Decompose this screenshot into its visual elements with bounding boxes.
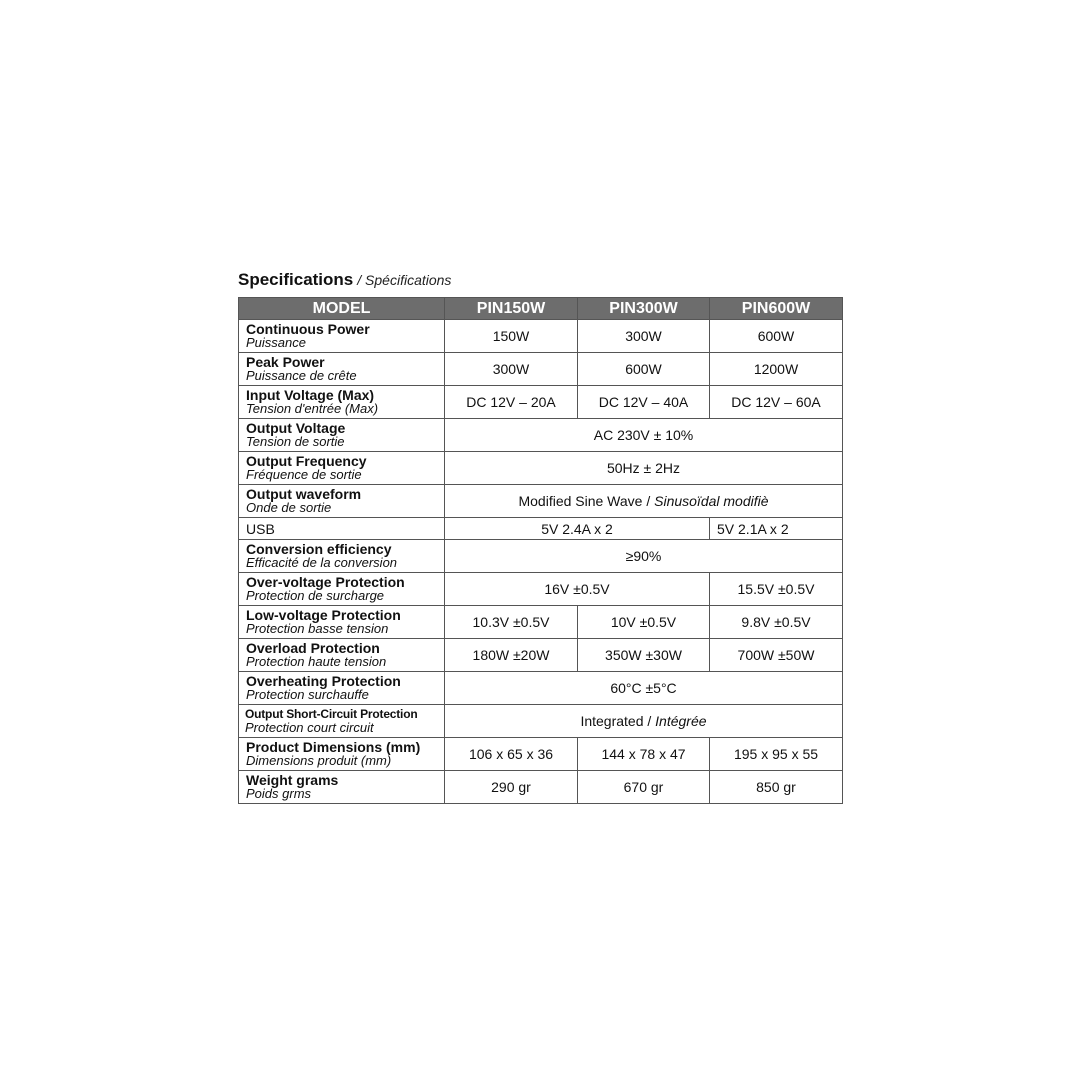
label-french: Efficacité de la conversion [246,555,398,570]
table-row [239,672,843,705]
table-row [239,419,843,452]
label-english: Over-voltage Protection [246,574,405,590]
label-english: Product Dimensions (mm) [246,739,421,755]
cell-text-french: Intégrée [655,713,707,729]
row-label [239,452,445,485]
row-label [239,639,445,672]
label-english: Output Short-Circuit Protection [245,707,418,721]
table-cell-merged [445,705,843,738]
row-label [239,540,445,573]
label-french: Protection court circuit [245,720,374,735]
row-label [239,672,445,705]
header-pin600w: PIN600W [710,298,843,320]
table-cell: DC 12V – 20A [445,386,578,419]
row-label [239,771,445,804]
label-french: Dimensions produit (mm) [246,753,392,768]
label-english: Input Voltage (Max) [246,387,375,403]
table-row [239,386,843,419]
table-cell-merged: 16V ±0.5V [445,573,710,606]
label-english: Overload Protection [246,640,380,656]
table-cell: 300W [578,320,710,353]
label-english: Output waveform [246,486,362,502]
table-row [239,573,843,606]
label-french: Protection surchauffe [246,687,369,702]
label-french: Puissance de crête [246,368,357,383]
label-english: USB [246,520,275,537]
table-row [239,738,843,771]
header-pin150w: PIN150W [445,298,578,320]
table-cell: 195 x 95 x 55 [710,738,843,771]
label-french: Tension de sortie [246,434,345,449]
table-cell: 350W ±30W [578,639,710,672]
row-label [239,485,445,518]
table-row [239,705,843,738]
table-cell: 144 x 78 x 47 [578,738,710,771]
table-cell: DC 12V – 40A [578,386,710,419]
table-row [239,771,843,804]
label-english: Overheating Protection [246,673,401,689]
table-row [239,606,843,639]
row-label [239,320,445,353]
label-english: Conversion efficiency [246,541,392,557]
label-english: Peak Power [246,354,325,370]
row-label [239,386,445,419]
label-french: Fréquence de sortie [246,467,362,482]
table-cell: 1200W [710,353,843,386]
table-cell: 300W [445,353,578,386]
table-header-row [239,298,843,320]
label-french: Poids grms [246,786,312,801]
title-english: Specifications [238,270,354,289]
table-cell-merged: 5V 2.4A x 2 [445,518,710,540]
title-french: / Spécifications [357,272,452,288]
header-pin300w: PIN300W [578,298,710,320]
table-cell: 600W [578,353,710,386]
table-cell: 600W [710,320,843,353]
table-cell: 700W ±50W [710,639,843,672]
table-cell: 5V 2.1A x 2 [710,518,843,540]
row-label [239,353,445,386]
table-cell: 290 gr [445,771,578,804]
specifications-table [238,297,843,804]
table-cell: 10V ±0.5V [578,606,710,639]
table-row [239,485,843,518]
label-french: Protection basse tension [246,621,389,636]
label-french: Tension d'entrée (Max) [246,401,379,416]
table-cell: 15.5V ±0.5V [710,573,843,606]
table-row [239,320,843,353]
table-cell: DC 12V – 60A [710,386,843,419]
label-french: Puissance [246,335,306,350]
label-french: Protection de surcharge [246,588,385,603]
table-row [239,639,843,672]
label-french: Onde de sortie [246,500,332,515]
label-english: Weight grams [246,772,339,788]
label-french: Protection haute tension [246,654,387,669]
table-cell-merged: 60°C ±5°C [445,672,843,705]
row-label [239,419,445,452]
table-row [239,540,843,573]
table-cell-merged: 50Hz ± 2Hz [445,452,843,485]
header-model: MODEL [239,298,445,320]
table-row [239,518,843,540]
table-cell: 670 gr [578,771,710,804]
cell-text-french: Sinusoïdal modifiè [654,493,769,509]
table-row [239,452,843,485]
row-label [239,606,445,639]
label-english: Continuous Power [246,321,370,337]
table-cell: 106 x 65 x 36 [445,738,578,771]
page-title [238,270,451,290]
row-label [239,738,445,771]
cell-text-english: Integrated / [580,713,656,729]
cell-text-english: Modified Sine Wave / [518,493,655,509]
row-label [239,705,445,738]
table-cell-merged [445,485,843,518]
row-label [239,573,445,606]
table-cell: 850 gr [710,771,843,804]
label-english: Output Voltage [246,420,346,436]
row-label [239,518,445,540]
table-cell-merged: AC 230V ± 10% [445,419,843,452]
table-cell: 10.3V ±0.5V [445,606,578,639]
table-cell: 150W [445,320,578,353]
table-row [239,353,843,386]
table-cell: 9.8V ±0.5V [710,606,843,639]
label-english: Low-voltage Protection [246,607,401,623]
table-cell-merged: ≥90% [445,540,843,573]
table-cell: 180W ±20W [445,639,578,672]
label-english: Output Frequency [246,453,367,469]
